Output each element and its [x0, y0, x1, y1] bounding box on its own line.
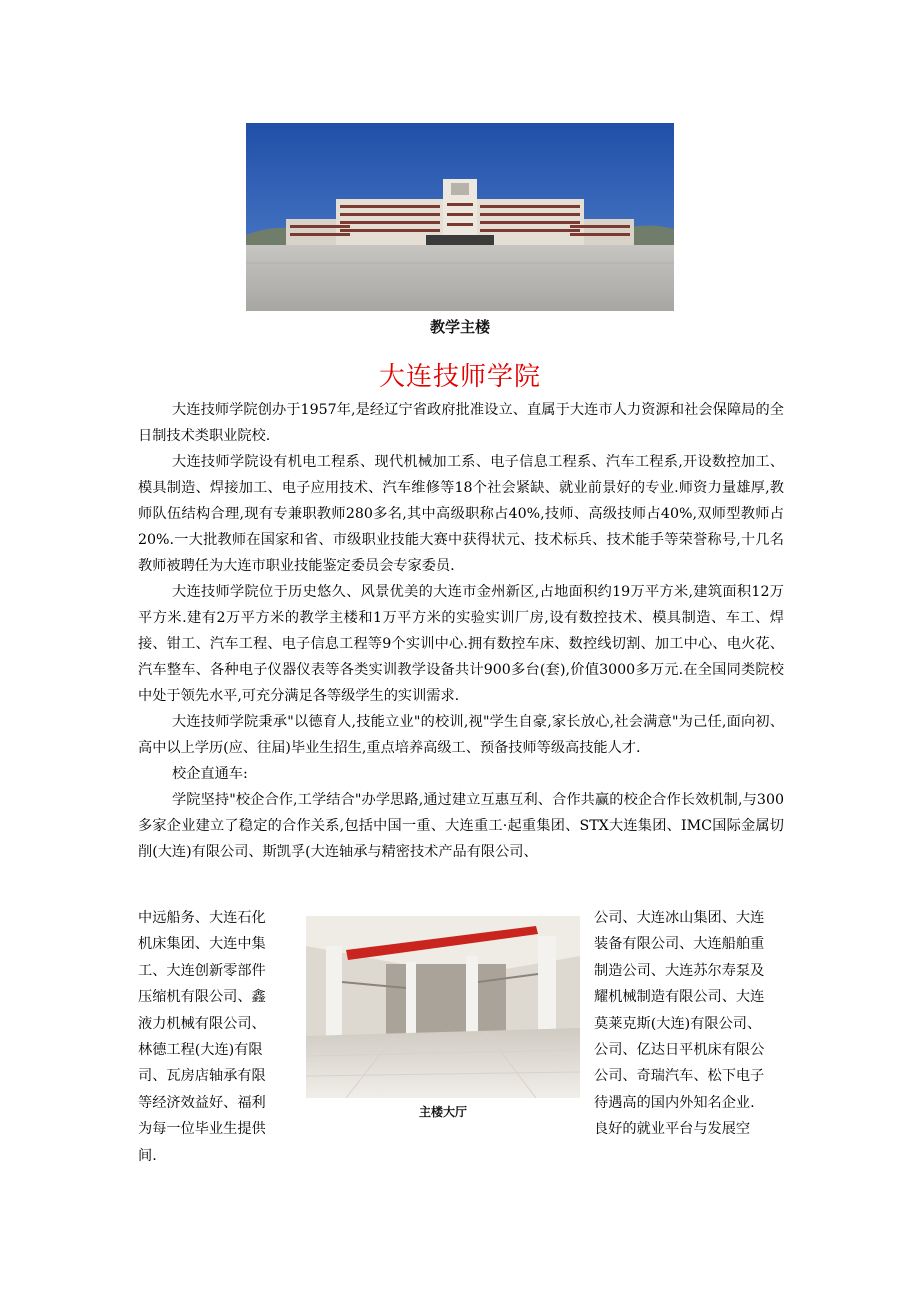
- paragraph-cooperation: 学院坚持"校企合作,工学结合"办学思路,通过建立互惠互利、合作共赢的校企合作长效机制,与300多家企业建立了稳定的合作关系,包括中国一重、大连重工·起重集团、STX大连集团、IMC国际金属切削(大连)有限公司、斯凯孚(大连轴承与精密技术产品有限公司、: [138, 792, 784, 860]
- body-text: [138, 397, 784, 865]
- main-building-illustration: [246, 123, 674, 311]
- text-line: 公司、奇瑞汽车、松下电子: [594, 1068, 765, 1085]
- lobby-illustration: [306, 916, 580, 1098]
- paragraph-departments: 大连技师学院设有机电工程系、现代机械加工系、电子信息工程系、汽车工程系,开设数控加工、模具制造、焊接加工、电子应用技术、汽车维修等18个社会紧缺、就业前景好的专业.师资力量雄厚,教师队伍结构合理,现有专兼职教师280多名,其中高级职称占40%,技师、高级技师占40%,双师型教师占20%.一大批教师在国家和省、市级职业技能大赛中获得状元、技术标兵、技术能手等荣誉称号,十几名教师被聘任为大连市职业技能鉴定委员会专家委员.: [138, 454, 784, 574]
- text-line: 林德工程(大连)有限: [138, 1042, 263, 1059]
- lobby-photo: [306, 916, 580, 1098]
- wrapped-text-left: [138, 905, 298, 1169]
- text-line: 中远船务、大连石化: [138, 910, 266, 926]
- document-title: 大连技师学院: [378, 362, 541, 392]
- text-line: 机床集团、大连中集: [138, 936, 266, 953]
- text-line: 莫莱克斯(大连)有限公司、: [594, 1015, 762, 1032]
- text-line: 公司、大连冰山集团、大连: [594, 910, 765, 926]
- paragraph-intro: 大连技师学院创办于1957年,是经辽宁省政府批准设立、直属于大连市人力资源和社会保障局的全日制技术类职业院校.: [138, 402, 784, 444]
- text-line: 为每一位毕业生提供: [138, 1121, 266, 1138]
- text-line: 公司、亿达日平机床有限公: [594, 1042, 765, 1059]
- text-line: 制造公司、大连苏尔寿泵及: [594, 962, 765, 979]
- lobby-caption: 主楼大厅: [418, 1105, 467, 1119]
- main-building-caption: 教学主楼: [429, 318, 490, 336]
- main-building-photo: [246, 123, 674, 311]
- text-line: 耀机械制造有限公司、大连: [594, 989, 765, 1006]
- text-line: 待遇高的国内外知名企业.: [594, 1094, 755, 1111]
- paragraph-motto: 大连技师学院秉承"以德育人,技能立业"的校训,视"学生自豪,家长放心,社会满意"为己任,面向初、高中以上学历(应、往届)毕业生招生,重点培养高级工、预备技师等级高技能人才.: [138, 714, 784, 756]
- wrapped-text-right: [594, 905, 784, 1143]
- text-line: 司、瓦房店轴承有限: [138, 1068, 266, 1085]
- text-line: 液力机械有限公司、: [138, 1015, 266, 1032]
- text-line: 压缩机有限公司、鑫: [138, 989, 266, 1006]
- paragraph-campus: 大连技师学院位于历史悠久、风景优美的大连市金州新区,占地面积约19万平方米,建筑面积12万平方米.建有2万平方米的教学主楼和1万平方米的实验实训厂房,设有数控技术、模具制造、车工、焊接、钳工、汽车工程、电子信息工程等9个实训中心.拥有数控车床、数控线切割、加工中心、电火花、汽车整车、各种电子仪器仪表等各类实训教学设备共计900多台(套),价值3000多万元.在全国同类院校中处于领先水平,可充分满足各等级学生的实训需求.: [138, 584, 784, 704]
- text-line: 良好的就业平台与发展空: [594, 1121, 751, 1138]
- paragraph-heading-cooperation: 校企直通车:: [172, 766, 248, 782]
- text-line: 装备有限公司、大连船舶重: [594, 936, 765, 953]
- text-line: 间.: [138, 1147, 157, 1164]
- text-line: 等经济效益好、福利: [138, 1094, 266, 1111]
- text-line: 工、大连创新零部件: [138, 962, 266, 979]
